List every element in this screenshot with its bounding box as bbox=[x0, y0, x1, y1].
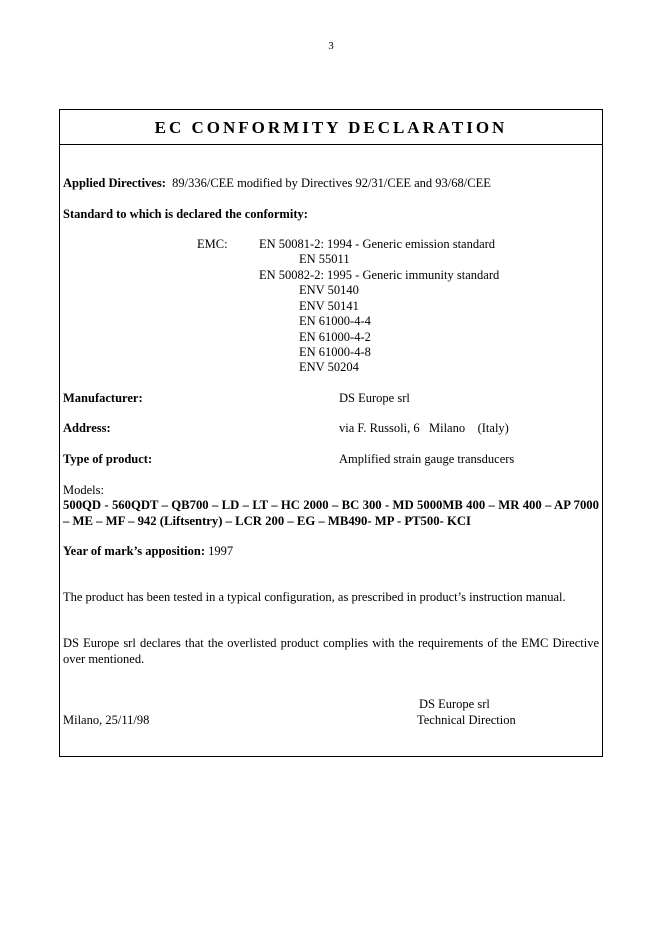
page-number: 3 bbox=[328, 40, 334, 52]
emc-standard-line: EN 61000-4-2 bbox=[299, 330, 371, 344]
year-row bbox=[63, 544, 233, 559]
address-label: Address: bbox=[63, 421, 111, 435]
product-type-label: Type of product: bbox=[63, 452, 153, 466]
declaration-paragraph: DS Europe srl declares that the overlisted product complies with the requirements of the EMC Directive over mentioned. bbox=[63, 636, 599, 666]
emc-standard-line: EN 50082-2: 1995 - Generic immunity standard bbox=[259, 268, 500, 282]
models-label: Models: bbox=[63, 483, 104, 497]
signature-department: Technical Direction bbox=[417, 713, 516, 727]
emc-standard-line: ENV 50141 bbox=[299, 299, 359, 313]
applied-directives-row bbox=[63, 176, 491, 191]
emc-standard-line: EN 50081-2: 1994 - Generic emission standard bbox=[259, 237, 496, 251]
document-title: EC CONFORMITY DECLARATION bbox=[154, 118, 508, 137]
tested-paragraph: The product has been tested in a typical configuration, as prescribed in product’s instruction manual. bbox=[63, 590, 566, 604]
models-list: 500QD - 560QDT – QB700 – LD – LT – HC 2000 – BC 300 - MD 5000MB 400 – MR 400 – AP 7000 – ME – MF – 942 (Liftsentry) – LCR 200 – EG – MB490- MP - PT500- KCI bbox=[63, 498, 599, 528]
product-type-value: Amplified strain gauge transducers bbox=[339, 452, 515, 466]
emc-standard-line: EN 61000-4-8 bbox=[299, 345, 371, 359]
emc-label: EMC: bbox=[197, 237, 228, 251]
emc-standard-line: EN 55011 bbox=[299, 252, 350, 266]
title-divider bbox=[59, 144, 603, 145]
applied-directives-label: Applied Directives: bbox=[63, 176, 166, 190]
address-value: via F. Russoli, 6 Milano (Italy) bbox=[339, 421, 509, 435]
applied-directives-value: 89/336/CEE modified by Directives 92/31/CEE and 93/68/CEE bbox=[172, 176, 491, 190]
standard-heading: Standard to which is declared the conformity: bbox=[63, 207, 308, 221]
signature-company: DS Europe srl bbox=[419, 697, 490, 711]
manufacturer-value: DS Europe srl bbox=[339, 391, 410, 405]
manufacturer-label: Manufacturer: bbox=[63, 391, 143, 405]
year-value: 1997 bbox=[208, 544, 234, 558]
year-label: Year of mark’s apposition: bbox=[63, 544, 206, 558]
emc-standard-line: EN 61000-4-4 bbox=[299, 314, 371, 328]
place-date: Milano, 25/11/98 bbox=[63, 713, 150, 727]
emc-standard-line: ENV 50140 bbox=[299, 283, 359, 297]
emc-standard-line: ENV 50204 bbox=[299, 360, 359, 374]
